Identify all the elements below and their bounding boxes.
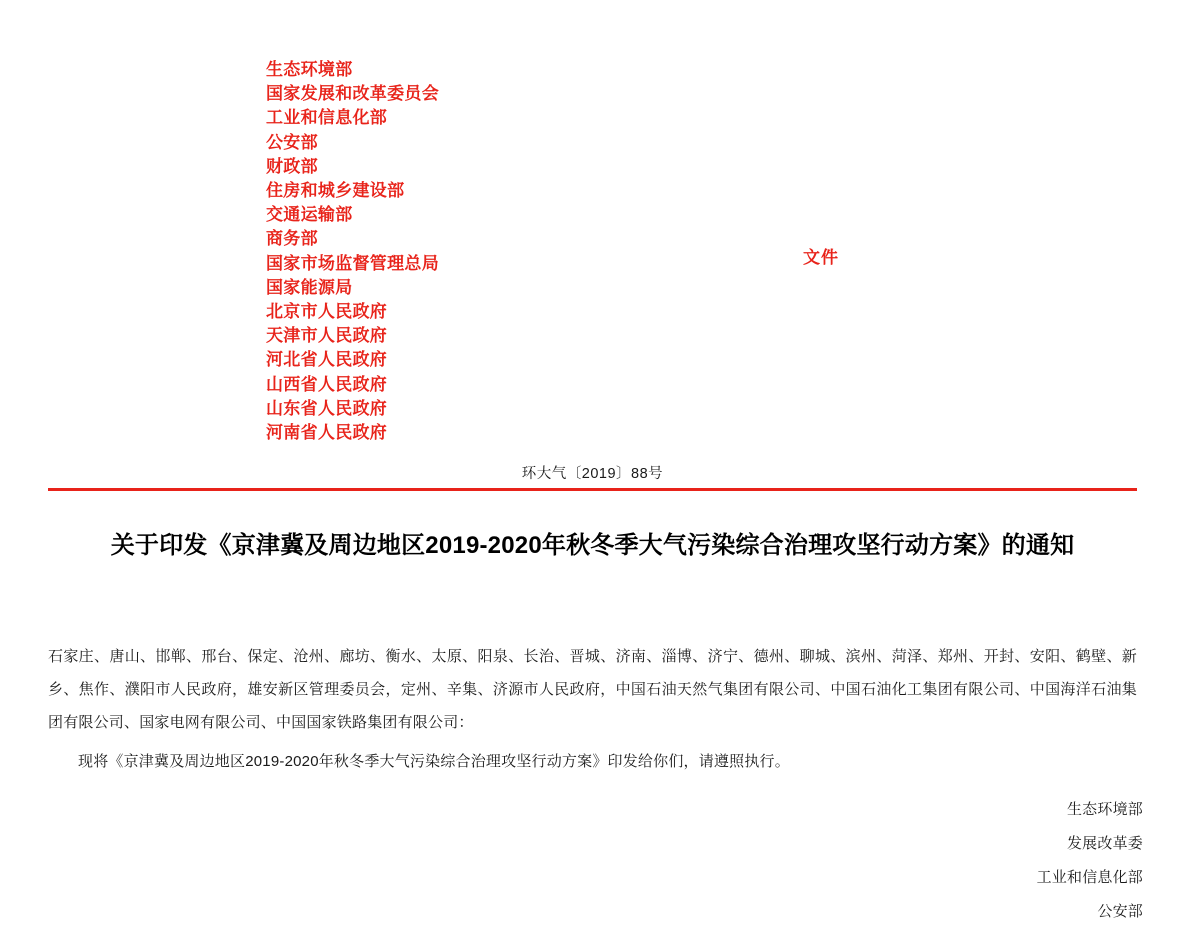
signature-line: 生态环境部 bbox=[1066, 801, 1143, 818]
red-divider-rule bbox=[48, 488, 1137, 491]
issuer-line: 住房和城乡建设部 bbox=[266, 181, 405, 201]
issuer-line: 公安部 bbox=[266, 132, 318, 152]
issuer-line: 工业和信息化部 bbox=[266, 108, 388, 128]
issuer-line: 国家市场监督管理总局 bbox=[266, 253, 439, 273]
body-paragraph: 现将《京津冀及周边地区2019-2020年秋冬季大气污染综合治理攻坚行动方案》印发给你们，请遵照执行。 bbox=[78, 753, 790, 770]
issuer-line: 交通运输部 bbox=[266, 205, 353, 225]
issuer-line: 生态环境部 bbox=[266, 60, 353, 79]
issuer-line: 天津市人民政府 bbox=[266, 326, 388, 346]
signature-line: 工业和信息化部 bbox=[1036, 869, 1143, 886]
signature-block bbox=[1037, 793, 1143, 929]
document-number: 环大气〔2019〕88号 bbox=[521, 466, 664, 482]
issuer-line: 财政部 bbox=[266, 156, 318, 176]
issuer-line: 河南省人民政府 bbox=[266, 423, 388, 443]
document-type-word: 文件 bbox=[803, 248, 839, 267]
issuer-line: 国家发展和改革委员会 bbox=[266, 84, 439, 104]
signature-line: 发展改革委 bbox=[1066, 835, 1143, 852]
issuer-line: 国家能源局 bbox=[266, 277, 353, 297]
page-title: 关于印发《京津冀及周边地区2019-2020年秋冬季大气污染综合治理攻坚行动方案》的通知 bbox=[110, 532, 1075, 559]
letterhead bbox=[0, 0, 1185, 443]
signature-line: 公安部 bbox=[1097, 903, 1143, 920]
recipients-paragraph: 石家庄、唐山、邯郸、邢台、保定、沧州、廊坊、衡水、太原、阳泉、长治、晋城、济南、淄博、济宁、德州、聊城、滨州、菏泽、郑州、开封、安阳、鹤壁、新乡、焦作、濮阳市人民政府，雄安新区管理委员会，定州、辛集、济源市人民政府，中国石油天然气集团有限公司、中国石油化工集团有限公司、中国海洋石油集团有限公司、国家电网有限公司、中国国家铁路集团有限公司： bbox=[48, 648, 1137, 731]
issuer-line: 山西省人民政府 bbox=[266, 374, 388, 394]
issuer-line: 北京市人民政府 bbox=[266, 302, 388, 322]
issuer-line: 河北省人民政府 bbox=[266, 350, 388, 370]
issuer-line: 山东省人民政府 bbox=[266, 398, 388, 418]
document-body bbox=[48, 640, 1137, 778]
issuer-line: 商务部 bbox=[266, 229, 318, 249]
document-number-container bbox=[0, 462, 1185, 483]
issuing-agencies-list bbox=[266, 58, 686, 445]
